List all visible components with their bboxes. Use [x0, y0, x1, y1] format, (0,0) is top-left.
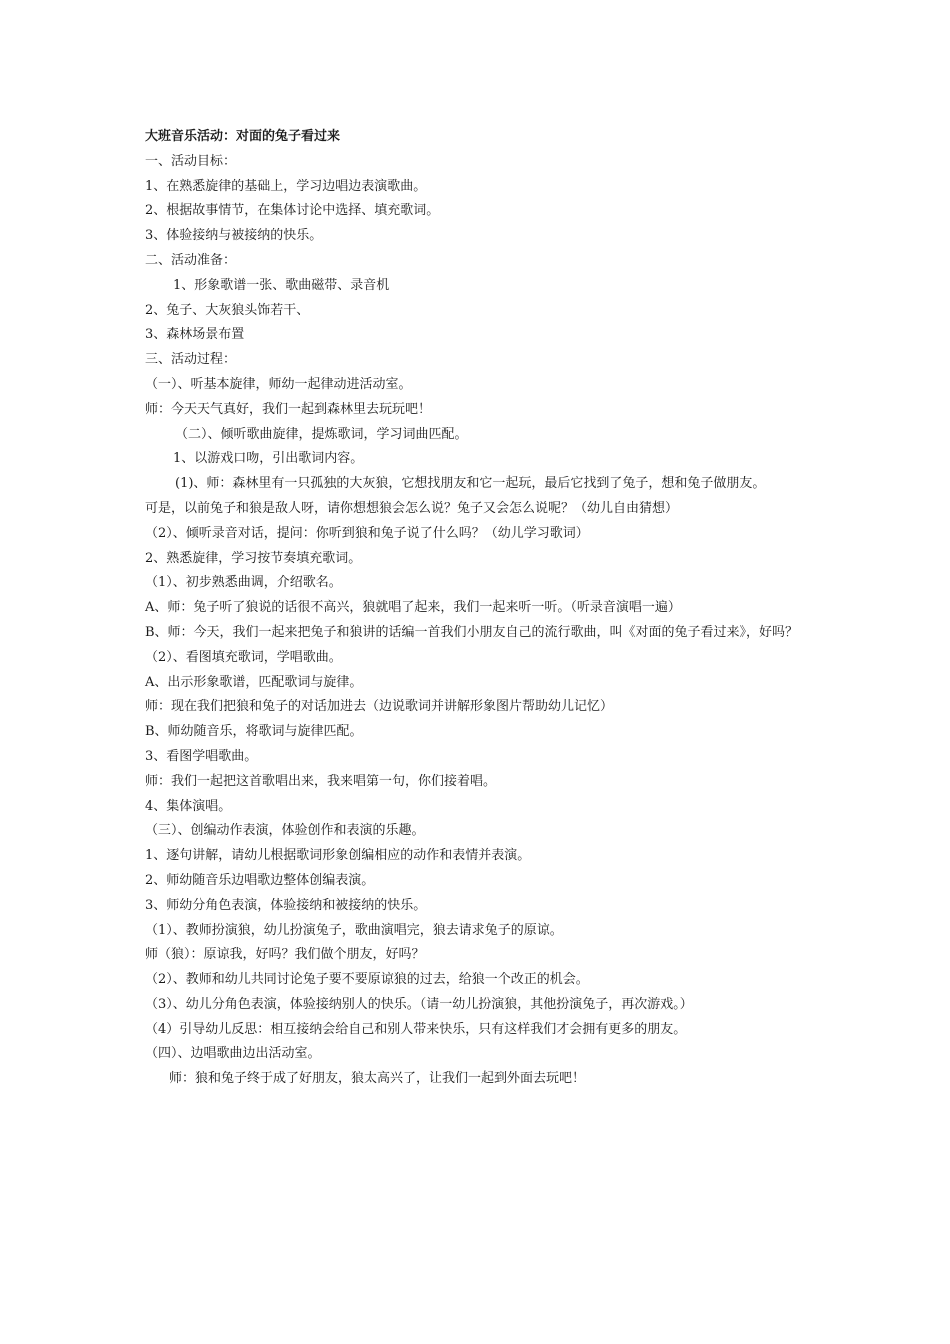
text-line: （一）、听基本旋律，师幼一起律动进活动室。 — [145, 376, 412, 392]
text-line: （二）、倾听歌曲旋律，提炼歌词，学习词曲匹配。 — [175, 426, 468, 442]
text-line: 可是，以前兔子和狼是敌人呀，请你想想狼会怎么说？兔子又会怎么说呢？（幼儿自由猜想） — [145, 500, 679, 516]
document-title: 大班音乐活动：对面的兔子看过来 — [145, 129, 341, 144]
text-line: 3、师幼分角色表演，体验接纳和被接纳的快乐。 — [145, 897, 427, 913]
text-line: 师：我们一起把这首歌唱出来，我来唱第一句，你们接着唱。 — [145, 773, 497, 789]
text-line: （4）引导幼儿反思：相互接纳会给自己和别人带来快乐，只有这样我们才会拥有更多的朋友。 — [145, 1021, 687, 1037]
text-line: 4、集体演唱。 — [145, 798, 232, 814]
text-line: 1、在熟悉旋律的基础上，学习边唱边表演歌曲。 — [145, 178, 427, 194]
document-body — [145, 125, 815, 1092]
text-line: 师：今天天气真好，我们一起到森林里去玩玩吧！ — [145, 401, 432, 417]
text-line: (1)、师：森林里有一只孤独的大灰狼，它想找朋友和它一起玩，最后它找到了兔子，想和兔子做朋友。 — [175, 476, 766, 492]
text-line: （2）、看图填充歌词，学唱歌曲。 — [145, 649, 342, 665]
text-line: 2、熟悉旋律，学习按节奏填充歌词。 — [145, 550, 362, 566]
text-line: 3、森林场景布置 — [145, 327, 245, 343]
text-line: 2、师幼随音乐边唱歌边整体创编表演。 — [145, 872, 375, 888]
section-heading: 一、活动目标： — [145, 153, 237, 169]
section-heading: 三、活动过程： — [145, 352, 237, 368]
text-line: 1、逐句讲解，请幼儿根据歌词形象创编相应的动作和表情并表演。 — [145, 848, 531, 864]
text-line: 师：狼和兔子终于成了好朋友，狼太高兴了，让我们一起到外面去玩吧！ — [169, 1071, 586, 1087]
text-line: （1）、初步熟悉曲调，介绍歌名。 — [145, 575, 342, 591]
text-line: （四）、边唱歌曲边出活动室。 — [145, 1046, 321, 1062]
text-line: （2）、倾听录音对话，提问：你听到狼和兔子说了什么吗？（幼儿学习歌词） — [145, 525, 589, 541]
text-line: 师（狼）：原谅我，好吗？我们做个朋友，好吗？ — [145, 947, 425, 963]
text-line: 师：现在我们把狼和兔子的对话加进去（边说歌词并讲解形象图片帮助幼儿记忆） — [145, 699, 614, 715]
text-line: 3、看图学唱歌曲。 — [145, 748, 258, 764]
text-line: 1、形象歌谱一张、歌曲磁带、录音机 — [173, 277, 390, 293]
text-line: B、师幼随音乐，将歌词与旋律匹配。 — [145, 724, 363, 740]
text-paragraph: B、师：今天，我们一起来把兔子和狼讲的话编一首我们小朋友自己的流行歌曲，叫《对面的兔子看过来》，好吗？ — [145, 624, 799, 640]
text-line: A、出示形象歌谱，匹配歌词与旋律。 — [145, 674, 363, 690]
text-line: （1）、教师扮演狼，幼儿扮演兔子，歌曲演唱完，狼去请求兔子的原谅。 — [145, 922, 563, 938]
text-line: 3、体验接纳与被接纳的快乐。 — [145, 228, 323, 244]
text-line: 1、以游戏口吻，引出歌词内容。 — [173, 451, 364, 467]
text-line: 2、兔子、大灰狼头饰若干、 — [145, 302, 310, 318]
text-line: （三）、创编动作表演，体验创作和表演的乐趣。 — [145, 823, 425, 839]
text-line: （3）、幼儿分角色表演，体验接纳别人的快乐。（请一幼儿扮演狼，其他扮演兔子，再次游戏。） — [145, 996, 693, 1012]
text-line: 2、根据故事情节，在集体讨论中选择、填充歌词。 — [145, 203, 440, 219]
section-heading: 二、活动准备： — [145, 252, 237, 268]
text-line: A、师：兔子听了狼说的话很不高兴，狼就唱了起来，我们一起来听一听。（听录音演唱一遍） — [145, 600, 681, 616]
text-line: （2）、教师和幼儿共同讨论兔子要不要原谅狼的过去，给狼一个改正的机会。 — [145, 972, 589, 988]
